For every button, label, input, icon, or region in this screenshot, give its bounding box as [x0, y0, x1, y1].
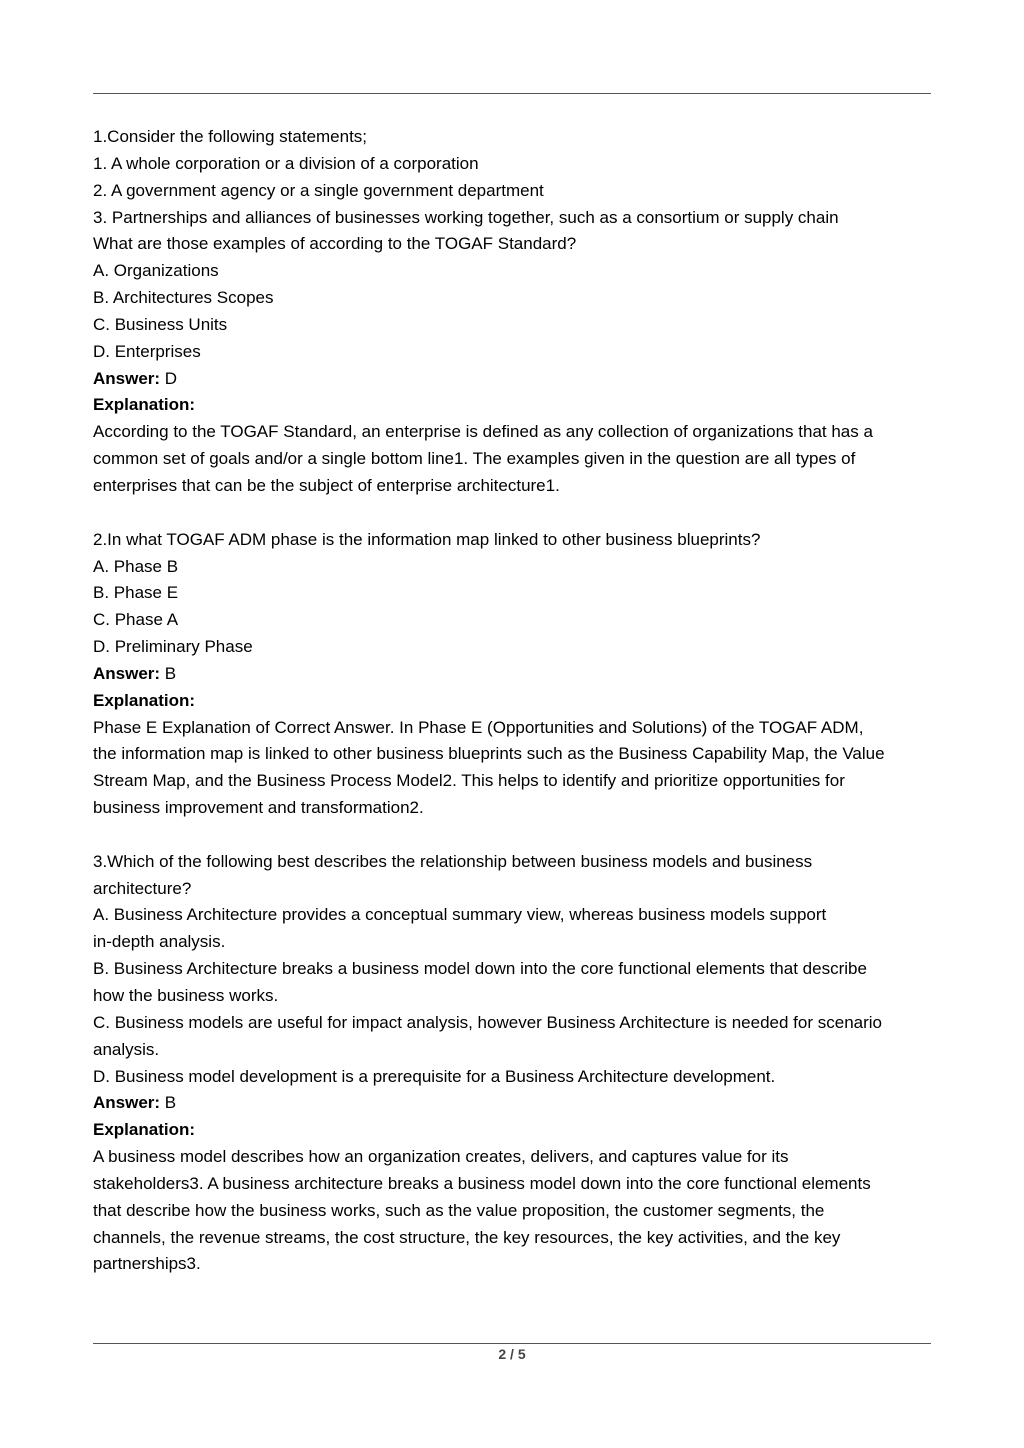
spacer: [93, 500, 935, 527]
question-2: [93, 527, 935, 822]
option-a: A. Business Architecture provides a conceptual summary view, whereas business models support: [93, 905, 827, 925]
footer-divider: [93, 1343, 931, 1344]
explanation-line: common set of goals and/or a single bottom line1. The examples given in the question are all types of: [93, 449, 856, 469]
explanation-line: stakeholders3. A business architecture breaks a business model down into the core functional elements: [93, 1173, 871, 1193]
explanation-line: business improvement and transformation2.: [93, 798, 424, 818]
option-c-cont: analysis.: [93, 1039, 160, 1059]
option-d: D. Preliminary Phase: [93, 637, 253, 657]
question-3: [93, 849, 935, 1279]
answer-line: [93, 661, 935, 688]
question-stem: 2.In what TOGAF ADM phase is the information map linked to other business blueprints?: [93, 529, 761, 549]
spacer: [93, 822, 935, 849]
answer-line: [93, 366, 935, 393]
answer-value: B: [160, 1093, 177, 1113]
question-stem: architecture?: [93, 878, 192, 898]
answer-line: [93, 1090, 935, 1117]
statement: 3. Partnerships and alliances of businesses working together, such as a consortium or supply chain: [93, 207, 839, 227]
answer-label: Answer:: [93, 368, 161, 388]
answer-value: D: [160, 368, 178, 388]
question-1: [93, 124, 935, 500]
header-divider: [93, 93, 931, 94]
explanation-line: Stream Map, and the Business Process Model2. This helps to identify and prioritize opportunities for: [93, 771, 845, 791]
question-stem: 3.Which of the following best describes the relationship between business models and business: [93, 851, 813, 871]
statement: 1. A whole corporation or a division of a corporation: [93, 153, 479, 173]
option-a-cont: in-depth analysis.: [93, 932, 226, 952]
option-d: D. Enterprises: [93, 341, 201, 361]
option-b: B. Architectures Scopes: [93, 288, 274, 308]
explanation-line: A business model describes how an organization creates, delivers, and captures value for its: [93, 1147, 789, 1167]
explanation-label: Explanation:: [93, 395, 196, 415]
option-b-cont: how the business works.: [93, 986, 279, 1005]
explanation-line: According to the TOGAF Standard, an enterprise is defined as any collection of organizations that has a: [93, 422, 873, 442]
answer-value: B: [160, 663, 177, 683]
option-a: A. Phase B: [93, 556, 179, 576]
explanation-line: partnerships3.: [93, 1254, 201, 1274]
option-d: D. Business model development is a prerequisite for a Business Architecture development.: [93, 1066, 776, 1086]
explanation-line: that describe how the business works, such as the value proposition, the customer segments, the: [93, 1200, 825, 1220]
option-c: C. Phase A: [93, 610, 179, 630]
option-c: C. Business models are useful for impact analysis, however Business Architecture is needed for scenario: [93, 1012, 882, 1032]
answer-label: Answer:: [93, 663, 161, 683]
answer-label: Answer:: [93, 1093, 161, 1113]
statement: 2. A government agency or a single government department: [93, 180, 544, 200]
option-b: B. Business Architecture breaks a business model down into the core functional elements that describe: [93, 959, 867, 979]
explanation-line: enterprises that can be the subject of enterprise architecture1.: [93, 475, 560, 495]
explanation-line: Phase E Explanation of Correct Answer. In Phase E (Opportunities and Solutions) of the TOGAF ADM,: [93, 717, 864, 737]
page-number: 2 / 5: [498, 1346, 526, 1362]
option-a: A. Organizations: [93, 261, 219, 281]
question-prompt: What are those examples of according to the TOGAF Standard?: [93, 234, 577, 254]
explanation-label: Explanation:: [93, 690, 196, 710]
page-content: [93, 124, 935, 1278]
explanation-label: Explanation:: [93, 1120, 196, 1140]
explanation-line: channels, the revenue streams, the cost structure, the key resources, the key activities, and the key: [93, 1227, 841, 1247]
question-stem: 1.Consider the following statements;: [93, 127, 368, 146]
explanation-line: the information map is linked to other business blueprints such as the Business Capability Map, the Value: [93, 744, 885, 764]
option-c: C. Business Units: [93, 314, 228, 334]
option-b: B. Phase E: [93, 583, 179, 603]
